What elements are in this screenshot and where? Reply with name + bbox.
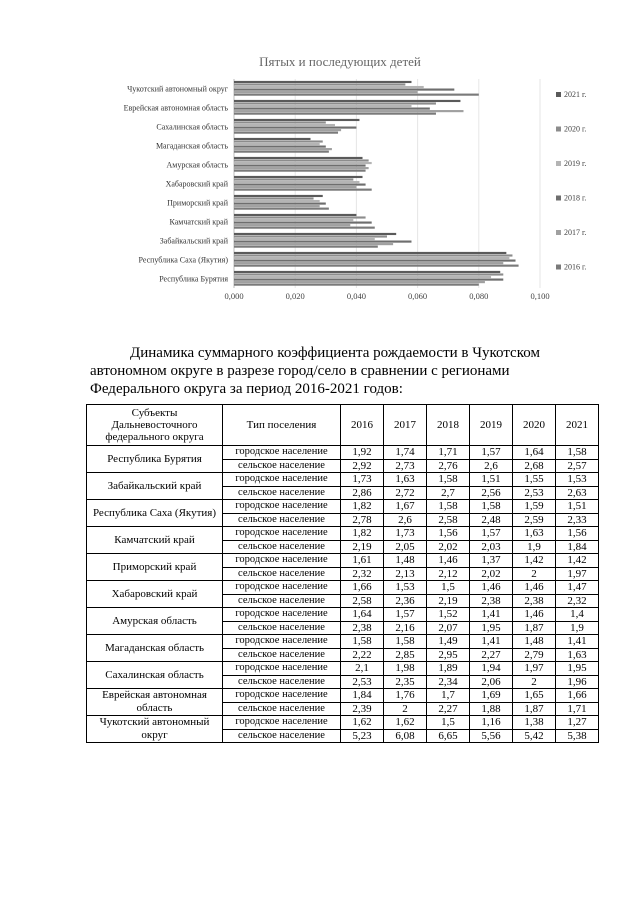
table-row: [87, 662, 599, 676]
bar: [234, 178, 353, 180]
value-cell: 2,76: [427, 459, 470, 473]
value-cell: 1,71: [556, 702, 599, 716]
settlement-type: городское население: [223, 473, 341, 487]
legend-label: 2021 г.: [564, 90, 587, 99]
settlement-type: городское население: [223, 689, 341, 703]
bar: [234, 186, 356, 188]
value-cell: 1,41: [556, 635, 599, 649]
region-name: Камчатский край: [87, 527, 223, 554]
bar: [234, 200, 320, 202]
bar: [234, 146, 326, 148]
value-cell: 2,38: [513, 594, 556, 608]
value-cell: 1,87: [513, 702, 556, 716]
value-cell: 1,95: [470, 621, 513, 635]
settlement-type: сельское население: [223, 675, 341, 689]
value-cell: 1,97: [513, 662, 556, 676]
bar: [234, 271, 500, 273]
region-name: Магаданская область: [87, 635, 223, 662]
category-label: Хабаровский край: [165, 179, 228, 189]
value-cell: 2,53: [513, 486, 556, 500]
value-cell: 1,57: [470, 446, 513, 460]
settlement-type: сельское население: [223, 540, 341, 554]
value-cell: 1,53: [556, 473, 599, 487]
settlement-type: городское население: [223, 716, 341, 730]
value-cell: 5,38: [556, 729, 599, 743]
value-cell: 1,63: [513, 527, 556, 541]
bar: [234, 119, 359, 121]
value-cell: 2,05: [384, 540, 427, 554]
x-tick-label: 0,080: [469, 291, 489, 301]
category-label: Магаданская область: [155, 141, 228, 151]
value-cell: 2,27: [427, 702, 470, 716]
table-row: [87, 500, 599, 514]
value-cell: 2,07: [427, 621, 470, 635]
table-body: [87, 446, 599, 743]
value-cell: 2,35: [384, 675, 427, 689]
value-cell: 2,32: [556, 594, 599, 608]
region-name: Амурская область: [87, 608, 223, 635]
region-name: Хабаровский край: [87, 581, 223, 608]
bar: [234, 100, 460, 102]
value-cell: 1,5: [427, 716, 470, 730]
value-cell: 2,1: [341, 662, 384, 676]
region-name: Еврейская автономная область: [87, 689, 223, 716]
bar: [234, 276, 491, 278]
value-cell: 2,39: [341, 702, 384, 716]
bar: [234, 167, 369, 169]
value-cell: 2,32: [341, 567, 384, 581]
bar: [234, 91, 418, 93]
category-label: Приморский край: [167, 198, 228, 208]
bar: [234, 138, 311, 140]
settlement-type: городское население: [223, 635, 341, 649]
value-cell: 1,57: [470, 527, 513, 541]
settlement-type: сельское население: [223, 459, 341, 473]
value-cell: 1,64: [341, 608, 384, 622]
bar: [234, 203, 326, 205]
bar: [234, 165, 366, 167]
category-label: Еврейская автономная область: [123, 103, 228, 113]
value-cell: 1,66: [341, 581, 384, 595]
value-cell: 1,84: [556, 540, 599, 554]
header-year: 2017: [384, 405, 427, 446]
description-paragraph: [90, 344, 596, 398]
region-name: Республика Бурятия: [87, 446, 223, 473]
value-cell: 2,63: [556, 486, 599, 500]
value-cell: 6,65: [427, 729, 470, 743]
bar: [234, 222, 372, 224]
table-header-row: [87, 405, 599, 446]
bar: [234, 176, 363, 178]
settlement-type: сельское население: [223, 648, 341, 662]
settlement-type: городское население: [223, 581, 341, 595]
value-cell: 2,12: [427, 567, 470, 581]
settlement-type: сельское население: [223, 729, 341, 743]
bar: [234, 108, 430, 110]
settlement-type: городское население: [223, 500, 341, 514]
value-cell: 1,82: [341, 527, 384, 541]
bar: [234, 189, 372, 191]
value-cell: 1,65: [513, 689, 556, 703]
x-tick-label: 0,040: [346, 291, 366, 301]
value-cell: 1,73: [341, 473, 384, 487]
settlement-type: городское население: [223, 527, 341, 541]
value-cell: 1,58: [470, 500, 513, 514]
value-cell: 1,46: [513, 581, 556, 595]
value-cell: 2,36: [384, 594, 427, 608]
table-row: [87, 608, 599, 622]
bar: [234, 205, 320, 207]
bar: [234, 227, 375, 229]
settlement-type: сельское население: [223, 594, 341, 608]
value-cell: 1,38: [513, 716, 556, 730]
value-cell: 1,7: [427, 689, 470, 703]
value-cell: 1,88: [470, 702, 513, 716]
value-cell: 1,48: [384, 554, 427, 568]
value-cell: 1,53: [384, 581, 427, 595]
bar: [234, 252, 506, 254]
settlement-type: городское население: [223, 446, 341, 460]
table-row: [87, 689, 599, 703]
bar: [234, 243, 393, 245]
bar: [234, 113, 436, 115]
value-cell: 1,51: [556, 500, 599, 514]
header-year: 2020: [513, 405, 556, 446]
settlement-type: сельское население: [223, 486, 341, 500]
table-row: [87, 635, 599, 649]
header-year: 2019: [470, 405, 513, 446]
value-cell: 2,34: [427, 675, 470, 689]
settlement-type: городское население: [223, 608, 341, 622]
value-cell: 2,95: [427, 648, 470, 662]
value-cell: 2,02: [470, 567, 513, 581]
value-cell: 1,56: [556, 527, 599, 541]
bar: [234, 254, 512, 256]
value-cell: 1,87: [513, 621, 556, 635]
value-cell: 1,97: [556, 567, 599, 581]
value-cell: 1,16: [470, 716, 513, 730]
settlement-type: сельское население: [223, 621, 341, 635]
value-cell: 2,19: [341, 540, 384, 554]
bar: [234, 214, 356, 216]
value-cell: 1,42: [556, 554, 599, 568]
value-cell: 2,6: [384, 513, 427, 527]
value-cell: 2,19: [427, 594, 470, 608]
value-cell: 2,48: [470, 513, 513, 527]
value-cell: 1,82: [341, 500, 384, 514]
value-cell: 2: [384, 702, 427, 716]
value-cell: 1,58: [427, 500, 470, 514]
value-cell: 1,52: [427, 608, 470, 622]
value-cell: 5,42: [513, 729, 556, 743]
bar-chart: [0, 0, 640, 310]
table-row: [87, 554, 599, 568]
bar: [234, 94, 479, 96]
bar: [234, 208, 329, 210]
region-name: Чукотский автономный округ: [87, 716, 223, 743]
value-cell: 1,51: [470, 473, 513, 487]
value-cell: 1,63: [384, 473, 427, 487]
legend-label: 2019 г.: [564, 159, 587, 168]
bar: [234, 89, 454, 91]
value-cell: 1,59: [513, 500, 556, 514]
value-cell: 2,06: [470, 675, 513, 689]
bar: [234, 159, 369, 161]
value-cell: 1,9: [513, 540, 556, 554]
value-cell: 2,57: [556, 459, 599, 473]
value-cell: 1,41: [470, 635, 513, 649]
category-label: Амурская область: [166, 160, 228, 170]
value-cell: 1,55: [513, 473, 556, 487]
category-label: Республика Саха (Якутия): [138, 255, 228, 265]
value-cell: 1,98: [384, 662, 427, 676]
bar: [234, 81, 411, 83]
bar: [234, 140, 323, 142]
header-year: 2016: [341, 405, 384, 446]
value-cell: 2: [513, 567, 556, 581]
value-cell: 2,58: [341, 594, 384, 608]
value-cell: 1,56: [427, 527, 470, 541]
value-cell: 2,73: [384, 459, 427, 473]
value-cell: 1,41: [470, 608, 513, 622]
value-cell: 2,38: [470, 594, 513, 608]
bar: [234, 257, 509, 259]
bar: [234, 132, 338, 134]
category-label: Камчатский край: [169, 217, 228, 227]
bar: [234, 216, 366, 218]
value-cell: 2,53: [341, 675, 384, 689]
value-cell: 1,62: [341, 716, 384, 730]
region-name: Приморский край: [87, 554, 223, 581]
value-cell: 1,69: [470, 689, 513, 703]
region-name: Забайкальский край: [87, 473, 223, 500]
paragraph-line-3: Федерального округа за период 2016-2021 годов:: [90, 381, 403, 397]
category-label: Забайкальский край: [159, 236, 228, 246]
value-cell: 2,27: [470, 648, 513, 662]
bar: [234, 265, 519, 267]
bar: [234, 162, 372, 164]
table-row: [87, 581, 599, 595]
value-cell: 1,9: [556, 621, 599, 635]
value-cell: 2,33: [556, 513, 599, 527]
table-row: [87, 716, 599, 730]
fertility-table: [86, 404, 599, 743]
legend-swatch: [556, 161, 561, 166]
bar: [234, 284, 479, 286]
chart-title: Пятых и последующих детей: [259, 54, 421, 69]
value-cell: 2,6: [470, 459, 513, 473]
value-cell: 2,56: [470, 486, 513, 500]
bar: [234, 148, 332, 150]
bar: [234, 260, 516, 262]
value-cell: 1,67: [384, 500, 427, 514]
value-cell: 1,48: [513, 635, 556, 649]
value-cell: 1,94: [470, 662, 513, 676]
value-cell: 2,02: [427, 540, 470, 554]
value-cell: 1,66: [556, 689, 599, 703]
bar: [234, 127, 356, 129]
bar: [234, 110, 464, 112]
bar: [234, 181, 359, 183]
value-cell: 2,78: [341, 513, 384, 527]
value-cell: 2,7: [427, 486, 470, 500]
paragraph-line-2: автономном округе в разрезе город/село в сравнении с регионами: [90, 363, 510, 379]
value-cell: 1,58: [341, 635, 384, 649]
category-label: Чукотский автономный округ: [127, 84, 228, 94]
value-cell: 1,84: [341, 689, 384, 703]
bar: [234, 143, 320, 145]
value-cell: 2,92: [341, 459, 384, 473]
region-name: Республика Саха (Якутия): [87, 500, 223, 527]
value-cell: 1,63: [556, 648, 599, 662]
value-cell: 1,62: [384, 716, 427, 730]
bar: [234, 235, 387, 237]
header-year: 2018: [427, 405, 470, 446]
value-cell: 2,79: [513, 648, 556, 662]
header-year: 2021: [556, 405, 599, 446]
value-cell: 2,85: [384, 648, 427, 662]
region-name: Сахалинская область: [87, 662, 223, 689]
value-cell: 1,89: [427, 662, 470, 676]
value-cell: 1,5: [427, 581, 470, 595]
value-cell: 1,74: [384, 446, 427, 460]
bar: [234, 105, 411, 107]
bar: [234, 273, 503, 275]
legend-label: 2018 г.: [564, 193, 587, 203]
bar: [234, 279, 503, 281]
settlement-type: сельское население: [223, 513, 341, 527]
bar: [234, 170, 366, 172]
bar: [234, 197, 314, 199]
value-cell: 1,76: [384, 689, 427, 703]
bar: [234, 83, 405, 85]
bar: [234, 281, 485, 283]
value-cell: 6,08: [384, 729, 427, 743]
bar: [234, 129, 341, 131]
value-cell: 2,22: [341, 648, 384, 662]
category-label: Сахалинская область: [156, 122, 228, 132]
value-cell: 2,38: [341, 621, 384, 635]
header-type: Тип поселения: [223, 405, 341, 446]
legend-swatch: [556, 265, 561, 270]
bar: [234, 246, 378, 248]
bar: [234, 224, 350, 226]
value-cell: 1,42: [513, 554, 556, 568]
bar: [234, 238, 375, 240]
value-cell: 1,95: [556, 662, 599, 676]
value-cell: 2,59: [513, 513, 556, 527]
value-cell: 1,37: [470, 554, 513, 568]
bar: [234, 86, 424, 88]
value-cell: 2,03: [470, 540, 513, 554]
category-label: Республика Бурятия: [159, 274, 228, 284]
value-cell: 1,47: [556, 581, 599, 595]
bar: [234, 195, 323, 197]
value-cell: 2,72: [384, 486, 427, 500]
value-cell: 5,56: [470, 729, 513, 743]
x-tick-label: 0,000: [224, 291, 244, 301]
value-cell: 2,86: [341, 486, 384, 500]
value-cell: 1,71: [427, 446, 470, 460]
bar: [234, 157, 363, 159]
value-cell: 2,16: [384, 621, 427, 635]
value-cell: 1,96: [556, 675, 599, 689]
value-cell: 1,46: [470, 581, 513, 595]
x-tick-label: 0,060: [408, 291, 428, 301]
bar: [234, 121, 326, 123]
settlement-type: городское население: [223, 662, 341, 676]
bar: [234, 262, 503, 264]
table-row: [87, 527, 599, 541]
legend-label: 2016 г.: [564, 262, 587, 272]
paragraph-line-1: Динамика суммарного коэффициента рождаемости в Чукотском: [130, 345, 540, 361]
header-subject: Субъекты Дальневосточного федерального округа: [87, 405, 223, 446]
value-cell: 1,46: [513, 608, 556, 622]
bar: [234, 151, 329, 153]
bar: [234, 102, 436, 104]
value-cell: 5,23: [341, 729, 384, 743]
value-cell: 2,58: [427, 513, 470, 527]
value-cell: 1,4: [556, 608, 599, 622]
legend-swatch: [556, 127, 561, 132]
legend-label: 2017 г.: [564, 228, 587, 237]
table-row: [87, 446, 599, 460]
bar: [234, 219, 353, 221]
value-cell: 1,58: [384, 635, 427, 649]
x-tick-label: 0,020: [285, 291, 305, 301]
bar: [234, 184, 366, 186]
legend-label: 2020 г.: [564, 124, 587, 134]
value-cell: 1,61: [341, 554, 384, 568]
legend-swatch: [556, 230, 561, 235]
value-cell: 1,92: [341, 446, 384, 460]
settlement-type: сельское население: [223, 702, 341, 716]
value-cell: 1,73: [384, 527, 427, 541]
bar: [234, 233, 396, 235]
value-cell: 1,58: [427, 473, 470, 487]
bar: [234, 124, 335, 126]
value-cell: 2: [513, 675, 556, 689]
value-cell: 1,49: [427, 635, 470, 649]
value-cell: 1,46: [427, 554, 470, 568]
value-cell: 1,27: [556, 716, 599, 730]
legend-swatch: [556, 196, 561, 201]
value-cell: 1,57: [384, 608, 427, 622]
legend-swatch: [556, 92, 561, 97]
bar: [234, 241, 411, 243]
settlement-type: городское население: [223, 554, 341, 568]
settlement-type: сельское население: [223, 567, 341, 581]
value-cell: 1,64: [513, 446, 556, 460]
table-row: [87, 473, 599, 487]
x-tick-label: 0,100: [530, 291, 550, 301]
value-cell: 2,68: [513, 459, 556, 473]
value-cell: 1,58: [556, 446, 599, 460]
value-cell: 2,13: [384, 567, 427, 581]
